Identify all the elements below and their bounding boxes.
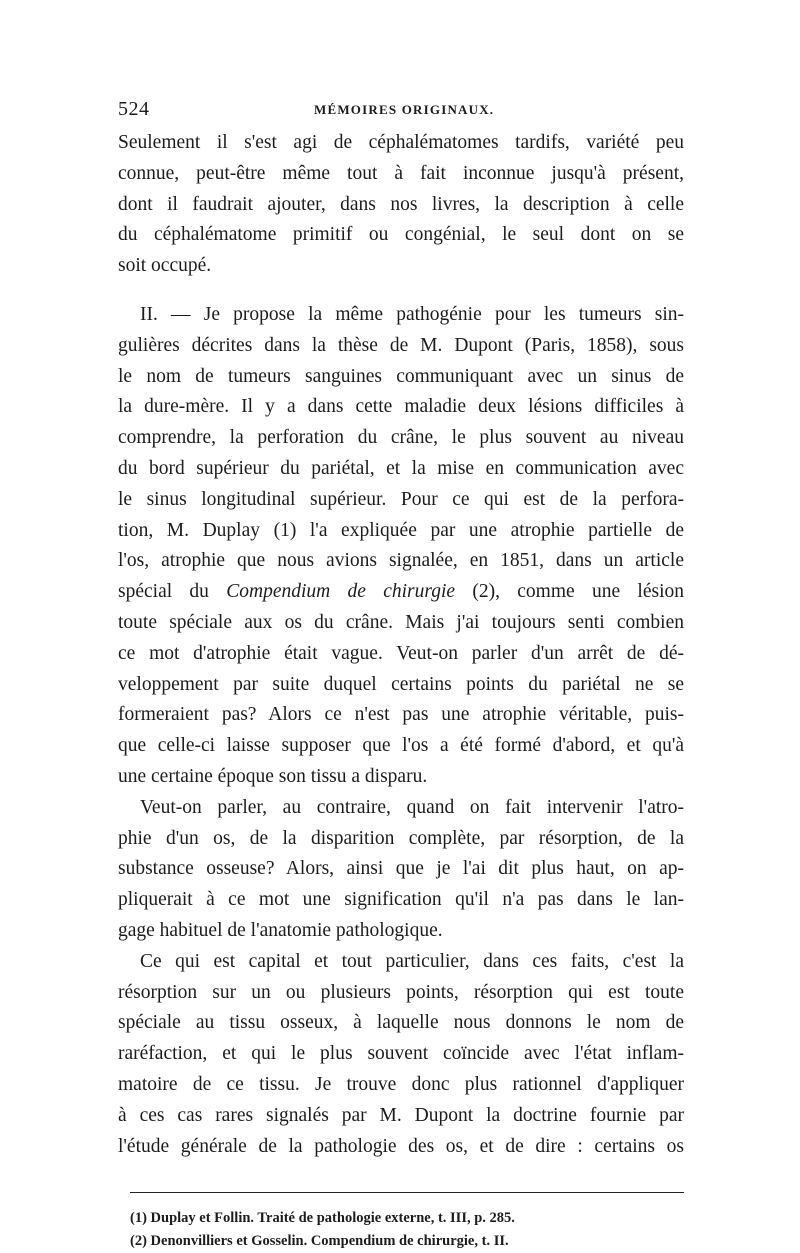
text-line: le sinus longitudinal supérieur. Pour ce qui est de la perfora- bbox=[118, 488, 684, 510]
text-line-with-italic bbox=[118, 577, 684, 608]
book-page bbox=[118, 88, 684, 1253]
text-line: du bord supérieur du pariétal, et la mise en communication avec bbox=[118, 457, 684, 479]
text-line: comprendre, la perforation du crâne, le plus souvent au niveau bbox=[118, 427, 684, 449]
text-line: raréfaction, et qui le plus souvent coïncide avec l'état inflam- bbox=[118, 1043, 684, 1065]
text-line: l'os, atrophie que nous avions signalée, en 1851, dans un article bbox=[118, 550, 684, 572]
footnotes bbox=[130, 1207, 684, 1253]
text-line: phie d'un os, de la disparition complète, par résorption, de la bbox=[118, 827, 684, 849]
text-line: formeraient pas? Alors ce n'est pas une atrophie véritable, puis- bbox=[118, 704, 684, 726]
text-line: substance osseuse? Alors, ainsi que je l'ai dit plus haut, on ap- bbox=[118, 858, 684, 880]
paragraph-2 bbox=[118, 300, 684, 793]
footnote-1: (1) Duplay et Follin. Traité de pathologie externe, t. III, p. 285. bbox=[130, 1210, 515, 1227]
text-line: spéciale au tissu osseux, à laquelle nous donnons le nom de bbox=[118, 1012, 684, 1034]
footnote-divider bbox=[130, 1192, 684, 1193]
text-fragment: spécial du bbox=[118, 581, 209, 603]
text-line: Seulement il s'est agi de céphalématomes tardifs, variété peu bbox=[118, 132, 684, 153]
text-line: pliquerait à ce mot une signification qu'il n'a pas dans le lan- bbox=[118, 889, 684, 911]
text-line: gulières décrites dans la thèse de M. Dupont (Paris, 1858), sous bbox=[118, 334, 684, 356]
text-line: Veut-on parler, au contraire, quand on fait intervenir l'atro- bbox=[140, 796, 684, 818]
italic-title: Compendium de chirurgie bbox=[226, 581, 456, 603]
text-line: ce mot d'atrophie était vague. Veut-on parler d'un arrêt de dé- bbox=[118, 642, 684, 664]
text-line: à ces cas rares signalés par M. Dupont la doctrine fournie par bbox=[118, 1104, 684, 1126]
body-text bbox=[118, 128, 684, 1162]
text-line: matoire de ce tissu. Je trouve donc plus rationnel d'appliquer bbox=[118, 1073, 684, 1095]
page-header bbox=[118, 88, 684, 128]
text-line: connue, peut-être même tout à fait inconnue jusqu'à présent, bbox=[118, 162, 684, 184]
text-line: une certaine époque son tissu a disparu. bbox=[118, 765, 428, 787]
text-line: veloppement par suite duquel certains points du pariétal ne se bbox=[118, 673, 684, 695]
paragraph-1 bbox=[118, 128, 684, 282]
text-line: soit occupé. bbox=[118, 255, 212, 277]
text-line: la dure-mère. Il y a dans cette maladie deux lésions difficiles à bbox=[118, 396, 684, 418]
text-line: dont il faudrait ajouter, dans nos livres, la description à celle bbox=[118, 193, 684, 215]
footnote-2: (2) Denonvilliers et Gosselin. Compendium de chirurgie, t. II. bbox=[130, 1233, 509, 1250]
text-line: toute spéciale aux os du crâne. Mais j'ai toujours senti combien bbox=[118, 611, 684, 633]
paragraph-gap bbox=[118, 282, 684, 300]
text-line: résorption sur un ou plusieurs points, résorption qui est toute bbox=[118, 981, 684, 1003]
running-head: MÉMOIRES ORIGINAUX. bbox=[314, 102, 495, 117]
text-line: l'étude générale de la pathologie des os, et de dire : certains os bbox=[118, 1135, 684, 1157]
text-line: II. — Je propose la même pathogénie pour les tumeurs sin- bbox=[140, 303, 684, 325]
text-line: Ce qui est capital et tout particulier, dans ces faits, c'est la bbox=[140, 950, 684, 972]
page-number: 524 bbox=[118, 98, 150, 120]
text-line: tion, M. Duplay (1) l'a expliquée par une atrophie partielle de bbox=[118, 519, 684, 541]
paragraph-3 bbox=[118, 793, 684, 947]
text-line: le nom de tumeurs sanguines communiquant avec un sinus de bbox=[118, 365, 684, 387]
text-line: gage habituel de l'anatomie pathologique. bbox=[118, 919, 443, 941]
text-fragment: (2), comme une lésion bbox=[472, 581, 685, 603]
paragraph-4 bbox=[118, 947, 684, 1163]
text-line: que celle-ci laisse supposer que l'os a été formé d'abord, et qu'à bbox=[118, 735, 684, 757]
text-line: du céphalématome primitif ou congénial, le seul dont on se bbox=[118, 224, 684, 246]
